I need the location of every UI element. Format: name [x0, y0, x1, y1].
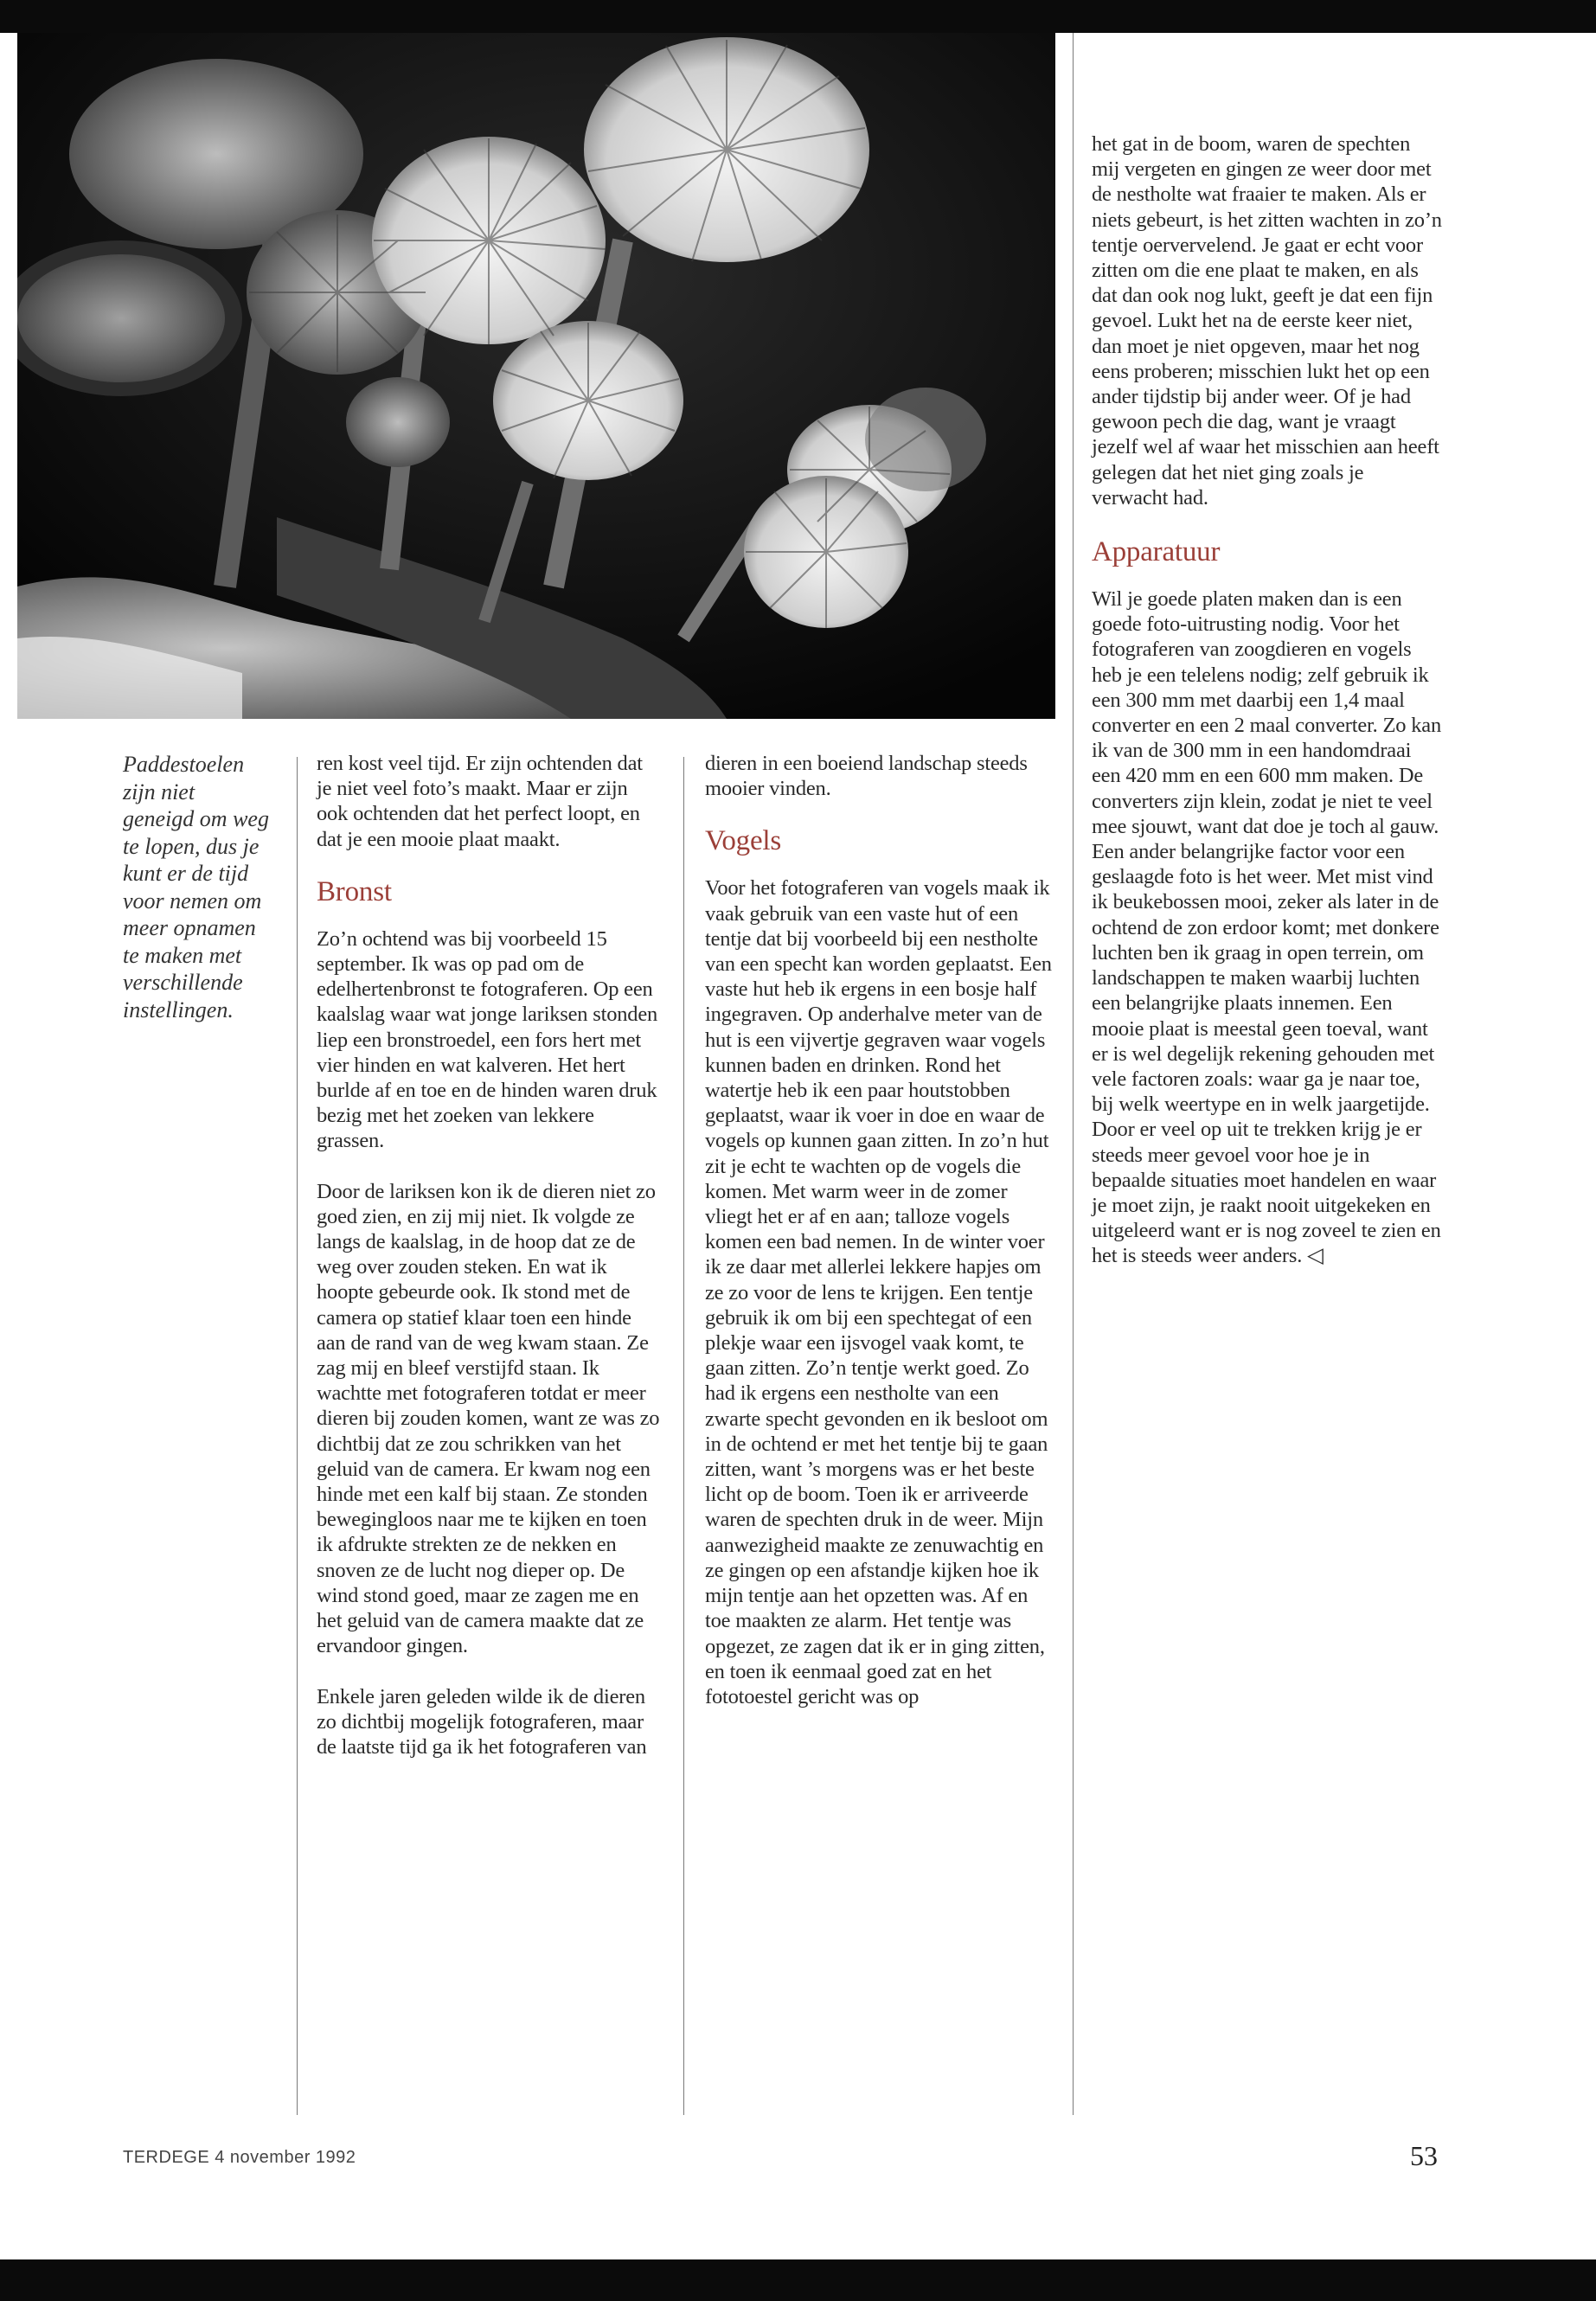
- mushroom-photo-icon: [17, 33, 1055, 719]
- section-heading-bronst: Bronst: [317, 875, 392, 907]
- paragraph: Zo’n ochtend was bij voorbeeld 15 september. Ik was op pad om de edelhertenbronst te fotograferen. Op een kaalslag waar wat jonge lariksen stonden liep een bronstroedel, een fors hert met vier hinden en wat kalveren. Het hert burlde af en toe en de hinden waren druk bezig met het zoeken van lekkere grassen.: [317, 926, 658, 1153]
- article-column-3: [1092, 131, 1442, 1269]
- publication-footer: TERDEGE 4 november 1992: [123, 2148, 356, 2167]
- section-heading-apparatuur: Apparatuur: [1092, 536, 1221, 568]
- photo-caption: Paddestoelen zijn niet geneigd om weg te lopen, dus je kunt er de tijd voor nemen om meer opnamen te maken met verschillende instellingen.: [123, 752, 269, 1022]
- column-divider-1: [297, 757, 298, 2115]
- paragraph: ren kost veel tijd. Er zijn ochtenden dat je niet veel foto’s maakt. Maar er zijn ook ochtenden dat het perfect loopt, en dat je een mooie plaat maakt.: [317, 752, 643, 851]
- column-divider-3: [1073, 33, 1074, 2115]
- paragraph: Enkele jaren geleden wilde ik de dieren zo dichtbij mogelijk fotograferen, maar de laatste tijd ga ik het fotograferen van: [317, 1684, 647, 1759]
- paragraph: dieren in een boeiend landschap steeds mooier vinden.: [705, 752, 1028, 801]
- paragraph: Wil je goede platen maken dan is een goede foto-uitrusting nodig. Voor het fotograferen van zoogdieren en vogels heb je een telelens nodig; zelf gebruik ik een 300 mm met daarbij een 1,4 maal converter en een 2 maal converter. Zo kan ik van de 300 mm in een handomdraai een 420 mm en een 600 mm maken. De converters zijn klein, zodat je niet te veel mee sjouwt, want dat doe je toch al gauw. Een ander belangrijke factor voor een geslaagde foto is het weer. Met mist vind ik beukebossen mooi, zeker als later in de ochtend de zon erdoor komt; met donkere luchten ben ik graag in open terrein, om landschappen te maken waarbij luchten een belangrijke plaats innemen. Een mooie plaat is meestal geen toeval, want er is wel degelijk rekening gehouden met vele factoren zoals: waar ga je naar toe, bij welk weertype en in welk jaargetijde. Door er veel op uit te trekken krijg je er steeds meer gevoel voor hoe je in bepaalde situaties moet handelen en waar je moet zijn, je raakt nooit uitgekeken en uitgeleerd want er is nog zoveel te zien en het is steeds weer anders. ◁: [1092, 587, 1442, 1268]
- paragraph: het gat in de boom, waren de spechten mij vergeten en gingen ze weer door met de nestholte wat fraaier te maken. Als er niets gebeurt, is het zitten wachten in zo’n tentje oervervelend. Je gaat er echt voor zitten om die ene plaat te maken, en als dat dan ook nog lukt, geeft je dat een fijn gevoel. Lukt het na de eerste keer niet, dan moet je niet opgeven, maar het nog eens proberen; misschien lukt het op een ander tijdstip bij ander weer. Of je had gewoon pech die dag, want je vraagt jezelf wel af waar het misschien aan heeft gelegen dat het niet ging zoals je verwacht had.: [1092, 132, 1442, 510]
- article-column-2: [705, 751, 1055, 1709]
- section-heading-vogels: Vogels: [705, 825, 782, 857]
- page-number: 53: [1410, 2140, 1438, 2171]
- article-column-1: [317, 751, 663, 1759]
- paragraph: Door de lariksen kon ik de dieren niet zo goed zien, en zij mij niet. Ik volgde ze langs de kaalslag, in de hoop dat ze de weg over zouden steken. En wat ik hoopte gebeurde ook. Ik stond met de camera op statief klaar toen een hinde aan de rand van de weg kwam staan. Ze zag mij en bleef verstijfd staan. Ik wachtte met fotograferen totdat er meer dieren bij zouden komen, want ze was zo dichtbij dat ze zou schrikken van het geluid van de camera. Er kwam nog een hinde met een kalf bij staan. Ze stonden bewegingloos naar me te kijken en toen ik afdrukte strekten ze de nekken en snoven ze de lucht nog dieper op. De wind stond goed, maar ze zagen me en het geluid van de camera maakte dat ze ervandoor gingen.: [317, 1179, 660, 1658]
- bottom-border: [0, 2259, 1596, 2301]
- paragraph: Voor het fotograferen van vogels maak ik vaak gebruik van een vaste hut of een tentje dat bij voorbeeld bij een nestholte van een specht kan worden geplaatst. Een vaste hut heb ik ergens in een bosje half ingegraven. Op anderhalve meter van de hut is een vijvertje gegraven waar vogels kunnen baden en drinken. Rond het watertje heb ik een paar houtstobben geplaatst, waar ik voer in doe en waar de vogels op kunnen gaan zitten. In zo’n hut zit je echt te wachten op de vogels die komen. Met warm weer in de zomer vliegt het er af en aan; talloze vogels komen een bad nemen. In de winter voer ik ze daar met allerlei lekkere hapjes om ze zo voor de lens te krijgen. Een tentje gebruik ik om bij een spechtegat of een plekje waar een ijsvogel vaak komt, te gaan zitten. Zo’n tentje werkt goed. Zo had ik ergens een nestholte van een zwarte specht gevonden en ik besloot om in de ochtend er met het tentje bij te gaan zitten, want ’s morgens was er het beste licht op de boom. Toen ik er arriveerde waren de spechten druk in de weer. Mijn aanwezigheid maakte ze zenuwachtig en ze gingen op een afstandje kijken hoe ik mijn tentje aan het opzetten was. Af en toe maakten ze alarm. Het tentje was opgezet, ze zagen dat ik er in ging zitten, en toen ik eenmaal goed zat en het fototoestel gericht was op: [705, 876, 1052, 1708]
- top-border: [0, 0, 1596, 33]
- column-divider-2: [683, 757, 684, 2115]
- mushroom-photo: [17, 33, 1055, 719]
